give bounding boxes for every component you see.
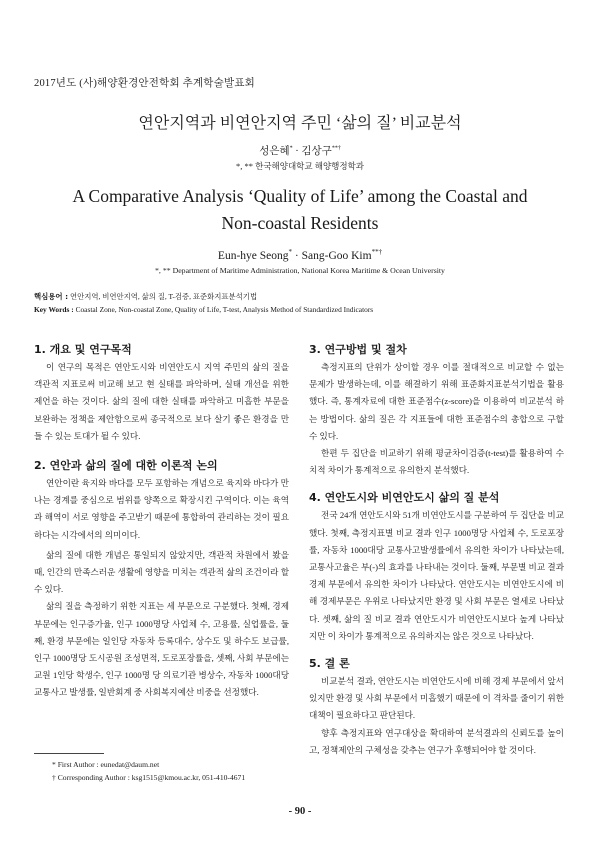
section-4-heading: 4. 연안도시와 비연안도시 삶의 질 분석 [309,491,500,505]
author-en-2-mark: **† [371,248,383,256]
footnote-first-mark: * [52,760,56,769]
section-1-paragraph: 이 연구의 목적은 연안도시와 비연안도시 지역 주민의 삶의 질을 객관적 지표로써 비교해 보고 현 실태를 파악하며, 실태 개선을 위한 제언을 하는 것이다. 삶의 질에 대한 실태를 파악하고 미흡한 부문을 보완하는 정책을 제안함으로써 종국적으로 보다 살기 좋은 환경을 만들 수 있는 토대가 될 수 있다. [34,362,289,441]
section-1-heading: 1. 개요 및 연구목적 [34,343,132,356]
footnote-first-author [52,760,159,769]
authors-korean [0,143,600,158]
keywords-english [34,305,574,314]
keywords-english-text: Coastal Zone, Non-coastal Zone, Quality of Life, T-test, Analysis Method of Standardized Indicators [75,305,374,314]
author-ko-1-mark: * [289,145,293,152]
footnote-first-text: First Author : eunedat@daum.net [57,760,160,769]
section-3-paragraph-2: 한편 두 집단을 비교하기 위해 평균차이검증(t-test)를 활용하여 수치적 차이가 통계적으로 유의한지 분석했다. [309,448,564,476]
author-en-1-mark: * [288,248,293,256]
title-english-line-1: A Comparative Analysis ‘Quality of Life’ among the Coastal and [72,186,528,206]
author-en-2: Sang-Goo Kim [301,249,372,262]
conference-header: 2017년도 (사)해양환경안전학회 추계학술발표회 [34,78,256,89]
author-separator: · [292,146,302,157]
author-ko-2: 김상구 [301,146,332,157]
right-column [309,341,564,759]
section-5-paragraph-1: 비교분석 결과, 연안도시는 비연안도시에 비해 경제 부문에서 앞서있지만 환경 및 사회 부문에서 미흡했기 때문에 이 격차를 줄이기 위한 대책이 필요하다고 판단된다. [309,676,564,721]
page-number: - 90 - [288,806,312,817]
footnote-corresponding-author [52,773,245,782]
section-5-paragraph-2: 향후 측정지표와 연구대상을 확대하여 분석결과의 신뢰도를 높이고, 정책제안의 구체성을 갖추는 연구가 후행되어야 할 것이다. [309,727,564,755]
keywords-korean-text: 연안지역, 비연안지역, 삶의 질, T-검증, 표준화지표분석기법 [69,292,258,301]
affiliation-korean: *, ** 한국해양대학교 해양행정학과 [236,161,364,171]
author-ko-1: 성은혜 [259,146,290,157]
author-en-1: Eun-hye Seong [217,249,289,262]
title-korean: 연안지역과 비연안지역 주민 ‘삶의 질’ 비교분석 [138,115,462,132]
title-english-line-2: Non-coastal Residents [221,213,379,233]
section-5-heading: 5. 결 론 [309,657,350,671]
section-4-paragraph: 전국 24개 연안도시와 51개 비연안도시를 구분하여 두 집단을 비교했다. 첫째, 측정지표별 비교 결과 인구 1000명당 사업체 수, 도로포장률, 자동차 1000대당 교통사고발생률에서 유의한 차이가 나타났는데, 교통사고율은 부(-)의 효과를 나타내는 것이다. 둘째, 부문별 비교 결과 경제 부문에서 유의한 차이가 나타났다. 연안도시는 비연안도시에 비해 경제부문은 우위로 나타났지만 환경 및 사회 부문은 열세로 나타났다. 셋째, 삶의 질 비교 결과 연안도시가 비연안도시보다 높게 나타났지만 이 차이가 통계적으로 유의하지는 않은 것으로 나타났다. [309,510,564,641]
section-2-heading: 2. 연안과 삶의 질에 대한 이론적 논의 [34,459,218,473]
section-2-paragraph-3: 삶의 질을 측정하기 위한 지표는 세 부문으로 구분했다. 첫째, 경제 부문에는 인구증가율, 인구 1000명당 사업체 수, 고용률, 실업률을, 둘째, 환경 부문에는 일인당 자동차 등록대수, 상수도 및 하수도 보급률, 인구 1000명당 도시공원 조성면적, 도로포장률을, 셋째, 사회 부문에는 교원 1인당 학생수, 인구 1000명 당 의료기관 병상수, 자동차 1000대당 교통사고 발생률, 일반회계 중 사회복지예산 비중을 선정했다. [34,601,289,698]
section-2-paragraph-2: 삶의 질에 대한 개념은 통일되지 않았지만, 객관적 차원에서 봤을 때, 인간의 만족스러운 생활에 영향을 미치는 객관적 삶의 조건이라 할 수 있다. [34,549,289,595]
keywords-korean-label: 핵심용어 : [34,292,69,301]
section-2-paragraph-1: 연안이란 육지와 바다를 모두 포함하는 개념으로 육지와 바다가 만나는 경계를 중심으로 범위를 양쪽으로 확장시킨 구역이다. 이는 육역과 해역이 서로 영향을 주고받기 때문에 통합하여 관리하는 것이 필요하다는 시각에서의 의미이다. [34,478,289,540]
authors-english [0,248,600,262]
section-3-heading: 3. 연구방법 및 절차 [309,343,407,356]
footnote-corr-mark: † [52,773,56,782]
affiliation-english: *, ** Department of Maritime Administration, National Korea Maritime & Ocean University [155,266,445,275]
footnote-rule [34,753,104,754]
left-column [34,341,289,702]
author-ko-2-mark: **† [331,145,341,152]
author-en-separator: · [292,249,302,262]
section-3-paragraph-1: 측정지표의 단위가 상이할 경우 이를 절대적으로 비교할 수 없는 문제가 발생하는데, 이를 해결하기 위해 표준화지표분석기법을 활용했다. 즉, 통계자료에 대한 표준점수(z-score)을 이용하여 비교분석 하는 방법이다. 삶의 질은 각 지표들에 대한 표준점수의 총합으로 구할 수 있다. [309,362,564,441]
title-english [40,183,560,237]
keywords-english-label: Key Words : [34,305,74,314]
keywords-korean [34,291,574,302]
footnote-corr-text: Corresponding Author : ksg1515@kmou.ac.kr, 051-410-4671 [57,773,246,782]
